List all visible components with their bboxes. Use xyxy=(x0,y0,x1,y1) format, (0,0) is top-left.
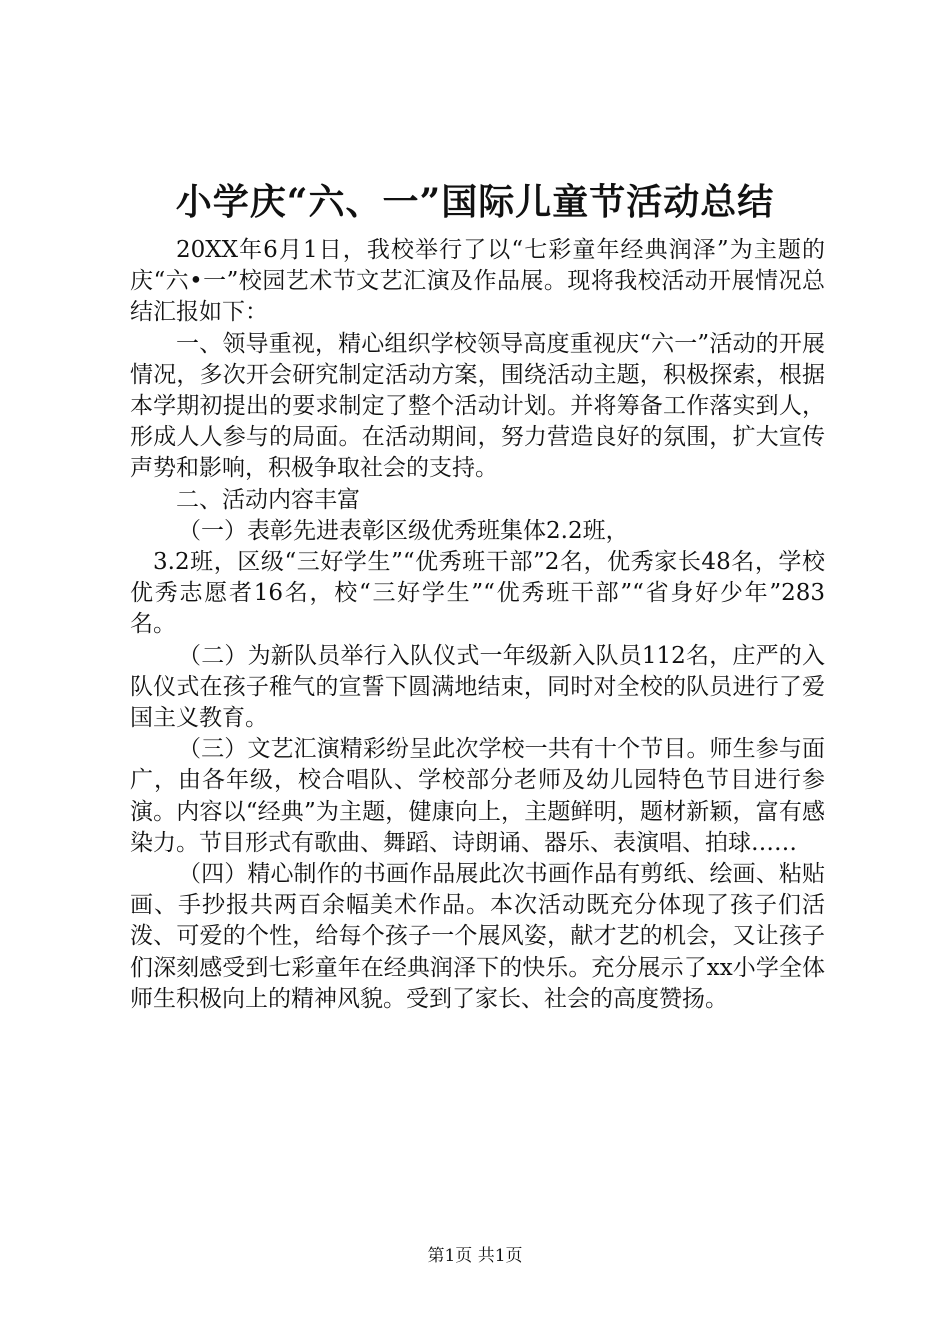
paragraph-section-2-heading: 二、活动内容丰富 xyxy=(176,486,360,513)
paragraph-item-4: （四）精心制作的书画作品展此次书画作品有剪纸、绘画、粘贴画、手抄报共两百余幅美术作品。本次活动既充分体现了孩子们活泼、可爱的个性，给每个孩子一个展风姿，献才艺的机会，又让孩子们深刻感受到七彩童年在经典润泽下的快乐。充分展示了xx小学全体师生积极向上的精神风貌。受到了家长、社会的高度赞扬。 xyxy=(130,861,825,1012)
paragraph-item-1: （一）表彰先进表彰区级优秀班集体2.2班， xyxy=(178,517,629,544)
document-title: 小学庆“六、一”国际儿童节活动总结 xyxy=(175,181,775,223)
paragraph-item-3: （三）文艺汇演精彩纷呈此次学校一共有十个节目。师生参与面广，由各年级，校合唱队、学校部分老师及幼儿园特色节目进行参演。内容以“经典”为主题，健康向上，主题鲜明，题材新颖，富有感染力。节目形式有歌曲、舞蹈、诗朗诵、器乐、表演唱、拍球…… xyxy=(130,736,825,856)
document-body xyxy=(130,235,825,1015)
page-footer: 第1页 共1页 xyxy=(427,1246,523,1266)
paragraph-item-2: （二）为新队员举行入队仪式一年级新入队员112名，庄严的入队仪式在孩子稚气的宣誓下圆满地结束，同时对全校的队员进行了爱国主义教育。 xyxy=(130,642,825,732)
paragraph-intro: 20XX年6月1日，我校举行了以“七彩童年经典润泽”为主题的庆“六•一”校园艺术节文艺汇演及作品展。现将我校活动开展情况总结汇报如下： xyxy=(130,237,825,326)
paragraph-item-1-cont: 3.2班，区级“三好学生”“优秀班干部”2名，优秀家长48名，学校优秀志愿者16名，校“三好学生”“优秀班干部”“省身好少年”283名。 xyxy=(130,549,825,638)
paragraph-section-1: 一、领导重视，精心组织学校领导高度重视庆“六一”活动的开展情况，多次开会研究制定活动方案，围绕活动主题，积极探索，根据本学期初提出的要求制定了整个活动计划。并将筹备工作落实到人，形成人人参与的局面。在活动期间，努力营造良好的氛围，扩大宣传声势和影响，积极争取社会的支持。 xyxy=(130,330,825,482)
